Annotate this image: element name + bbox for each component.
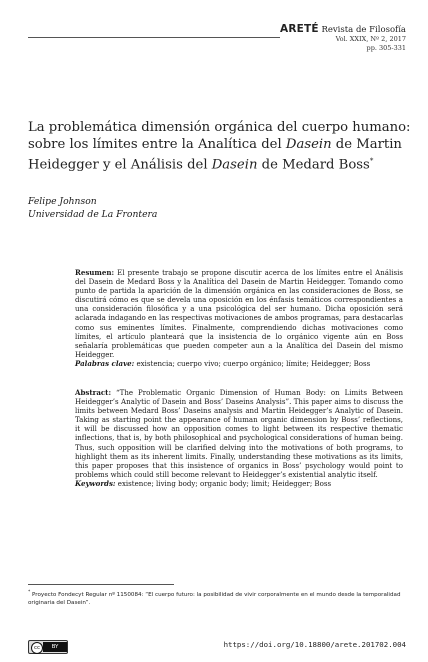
abstract-en-label: Abstract: [75, 388, 112, 397]
author-name: Felipe Johnson [28, 196, 97, 207]
journal-header [280, 24, 406, 53]
abstract-es-label: Resumen: [75, 268, 115, 277]
cc-license-badge[interactable] [28, 640, 68, 654]
footnote-marker: * [28, 590, 31, 595]
abstract-english [75, 388, 403, 488]
journal-pages: pp. 305-331 [366, 44, 406, 52]
doi-link[interactable]: https://doi.org/10.18800/arete.201702.004 [223, 640, 406, 649]
journal-name: Revista de Filosofía [321, 25, 406, 35]
journal-brand: ARETÉ [280, 23, 319, 35]
cc-icon: cc [31, 642, 43, 654]
abstract-en-text: “The Problematic Organic Dimension of Human Body: on Limits Between Heidegger’s Analytic of Dasein and Boss’ Daseins Analysis”. This paper aims to discuss the limits between Medard Boss’ Daseins analysis and Martin Heidegger’s Analytic of Dasein. Taking as starting point the appearance of human organic dimension by Boss’ reflections, it will be discussed how an opposition comes to light between its respective thematic inflections, that is, by both philosophical and psychological considerations of human being. Thus, such opposition will be clarified delving into the motivations of both programs, to highlight them as its inherent limits. Finally, understanding these motivations as its limits, this paper proposes that this insistence of organics in Boss’ psychology would point to problems which could still become relevant to Heidegger’s existential analytic itself. [75, 388, 403, 479]
footnote [28, 589, 413, 607]
title-line-2: sobre los límites entre la Analítica del Dasein de Martin [28, 136, 402, 152]
keywords-en-label: Keywords: [75, 478, 116, 488]
title-line-1: La problemática dimensión orgánica del cuerpo humano: [28, 120, 411, 135]
keywords-en [75, 479, 403, 488]
keywords-es-text: existencia; cuerpo vivo; cuerpo orgánico; límite; Heidegger; Boss [134, 358, 371, 368]
footnote-rule [28, 584, 174, 585]
author-block [28, 196, 157, 221]
article-title [28, 120, 413, 174]
by-icon: BY [43, 642, 67, 652]
header-rule [28, 37, 280, 38]
author-affiliation: Universidad de La Frontera [28, 208, 158, 220]
keywords-en-text: existence; living body; organic body; limit; Heidegger; Boss [115, 478, 332, 488]
abstract-spanish [75, 268, 403, 368]
title-footnote-marker[interactable]: * [369, 157, 374, 166]
abstract-es-text: El presente trabajo se propone discutir acerca de los límites entre el Análisis del Dasein de Medard Boss y la Analítica del Dasein de Martin Heidegger. Tomando como punto de partida la aparición de la dimensión orgánica en las consideraciones de Boss, se discutirá cómo es que se devela una oposición en los énfasis temáticos correspondientes a una consideración filosófica y a una psicológica del ser humano. Dicha oposición será aclarada indagando en las respectivas motivaciones de ambos programas, para destacarlas como sus eminentes límites. Finalmente, comprendiendo dichas motivaciones como límites, el artículo planteará que la insistencia de lo orgánico vigente aún en Boss señalaría problemáticas que pueden competer aun a la Analítica del Dasein del mismo Heidegger. [75, 268, 403, 359]
keywords-es [75, 359, 403, 368]
footnote-text: Proyecto Fondecyt Regular nº 1150084: “El cuerpo futuro: la posibilidad de vivir corporalmente en el mundo desde la temporalidad originaria del Dasein”. [28, 591, 401, 607]
journal-volume: Vol. XXIX, Nº 2, 2017 [335, 35, 406, 43]
title-line-3: Heidegger y el Análisis del Dasein de Medard Boss* [28, 157, 374, 173]
keywords-es-label: Palabras clave: [75, 358, 135, 368]
